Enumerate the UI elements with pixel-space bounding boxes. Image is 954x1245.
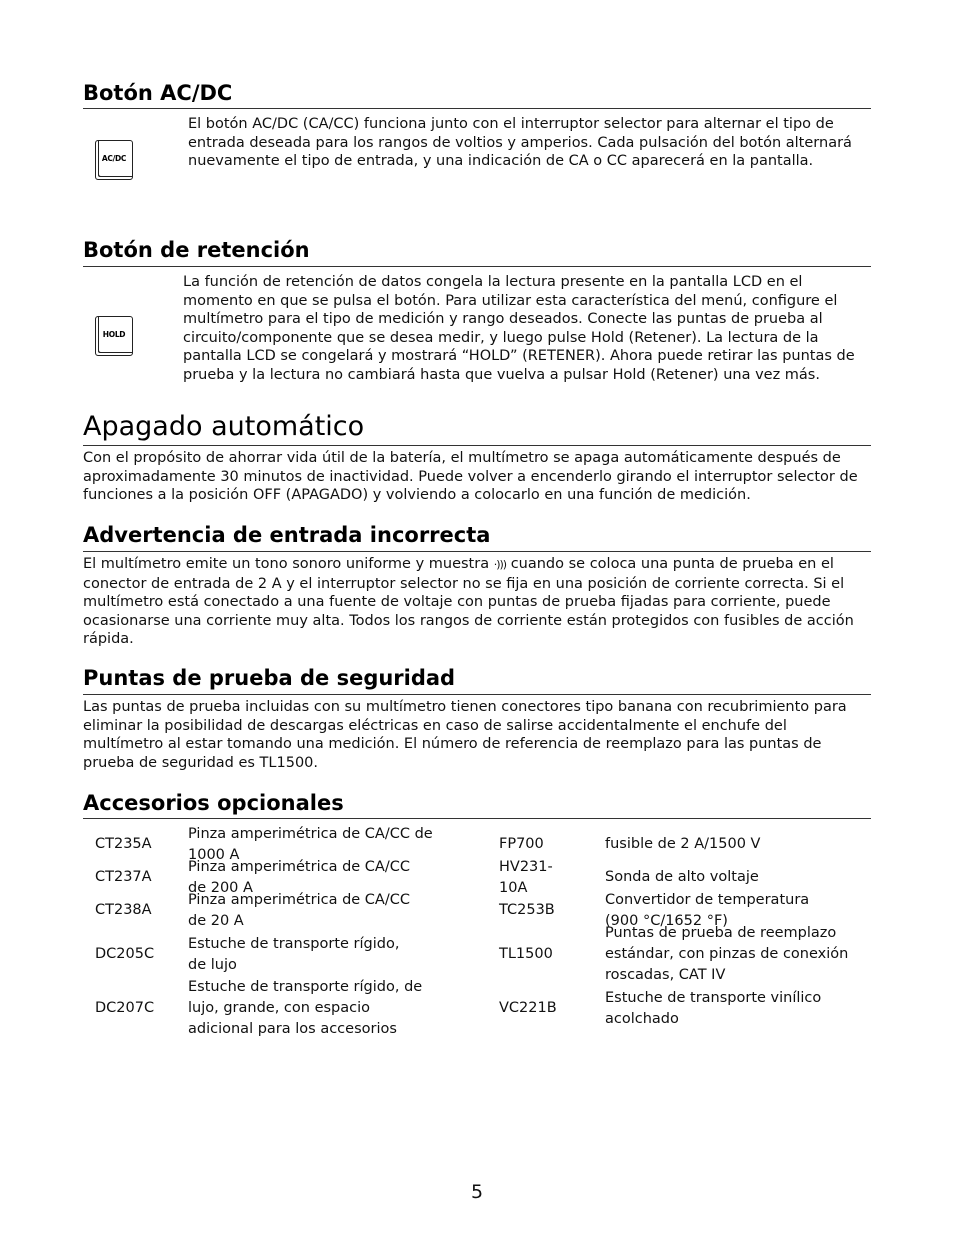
section-title-accesorios: Accesorios opcionales xyxy=(83,791,344,815)
section-title-acdc: Botón AC/DC xyxy=(83,81,233,105)
accessory-desc: Sonda de alto voltaje xyxy=(605,869,759,885)
section-title-advertencia: Advertencia de entrada incorrecta xyxy=(83,523,491,547)
accessory-code: CT235A xyxy=(95,836,152,852)
hold-description: La función de retención de datos congela la lectura presente en la pantalla LCD en el momento en que se pulsa el botón. Para utilizar esta característica del menú, configure el multímetro para el tipo de medición y rango deseados. Conecte las puntas de prueba al circuito/componente que se desea medir, y luego pulse Hold (Retener). La lectura de la pantalla LCD se congelará y mostrará “HOLD” (RETENER). Ahora puede retirar las puntas de prueba y la lectura no cambiará hasta que vuelva a pulsar Hold (Retener) una vez más. xyxy=(183,274,855,383)
section-title-puntas: Puntas de prueba de seguridad xyxy=(83,666,456,690)
section-title-apagado: Apagado automático xyxy=(83,411,365,442)
accessory-code: FP700 xyxy=(499,836,544,852)
acdc-button-icon xyxy=(95,140,133,180)
accessory-code: HV231-10A xyxy=(499,859,553,896)
section-rule xyxy=(83,551,871,552)
acdc-description: El botón AC/DC (CA/CC) funciona junto con el interruptor selector para alternar el tipo de entrada deseada para los rangos de voltios y amperios. Cada pulsación del botón alternará nuevamente el tipo de entrada, y una indicación de CA o CC aparecerá en la pantalla. xyxy=(188,116,852,170)
advertencia-description xyxy=(83,555,869,649)
accessory-code: TC253B xyxy=(499,902,555,918)
section-title-hold: Botón de retención xyxy=(83,238,310,262)
accessory-desc: Estuche de transporte vinílico acolchado xyxy=(605,990,822,1027)
accessory-code: DC205C xyxy=(95,946,155,962)
acdc-icon-label: AC/DC xyxy=(101,154,127,163)
accessory-desc: Pinza amperimétrica de CA/CC de 20 A xyxy=(188,892,410,929)
accessory-desc: Puntas de prueba de reemplazo estándar, con pinzas de conexión roscadas, CAT IV xyxy=(605,925,849,983)
hold-button-icon xyxy=(95,316,133,356)
accessory-code: VC221B xyxy=(499,1000,557,1016)
section-rule xyxy=(83,694,871,695)
accessory-desc: Convertidor de temperatura (900 °C/1652 °F) xyxy=(605,892,810,929)
accessory-code: CT238A xyxy=(95,902,152,918)
section-rule xyxy=(83,108,871,109)
accessory-code: CT237A xyxy=(95,869,152,885)
hold-icon-label: HOLD xyxy=(102,330,126,339)
accessory-desc: Estuche de transporte rígido, de lujo xyxy=(188,936,400,973)
accessory-desc: Estuche de transporte rígido, de lujo, grande, con espacio adicional para los accesorios xyxy=(188,979,423,1037)
advertencia-text-after: cuando se coloca una punta de prueba en el conector de entrada de 2 A y el interruptor selector no se fija en una posición de corriente correcta. Si el multímetro está conectado a una fuente de voltaje con puntas de prueba fijadas para corriente, puede ocasionarse una corriente muy alta. Todos los rangos de corriente están protegidos con fusibles de acción rápida. xyxy=(83,556,854,648)
advertencia-text-before: El multímetro emite un tono sonoro uniforme y muestra xyxy=(83,556,490,572)
section-rule xyxy=(83,266,871,267)
beep-icon: ·))) xyxy=(493,558,507,571)
accessory-desc: Pinza amperimétrica de CA/CC de 1000 A xyxy=(188,826,433,863)
accessory-desc: fusible de 2 A/1500 V xyxy=(605,836,761,852)
section-rule xyxy=(83,818,871,819)
accessory-desc: Pinza amperimétrica de CA/CC de 200 A xyxy=(188,859,410,896)
section-rule xyxy=(83,445,871,446)
accessory-code: TL1500 xyxy=(499,946,553,962)
apagado-description: Con el propósito de ahorrar vida útil de la batería, el multímetro se apaga automáticamente después de aproximadamente 30 minutos de inactividad. Puede volver a encenderlo girando el interruptor selector de funciones a la posición OFF (APAGADO) y volviendo a colocarlo en una función de medición. xyxy=(83,450,858,504)
page-number: 5 xyxy=(470,1181,484,1203)
accessory-code: DC207C xyxy=(95,1000,155,1016)
puntas-description: Las puntas de prueba incluidas con su multímetro tienen conectores tipo banana con recubrimiento para eliminar la posibilidad de descargas eléctricas en caso de salirse accidentalmente el enchufe del multímetro al estar tomando una medición. El número de referencia de reemplazo para las puntas de prueba de seguridad es TL1500. xyxy=(83,699,847,771)
